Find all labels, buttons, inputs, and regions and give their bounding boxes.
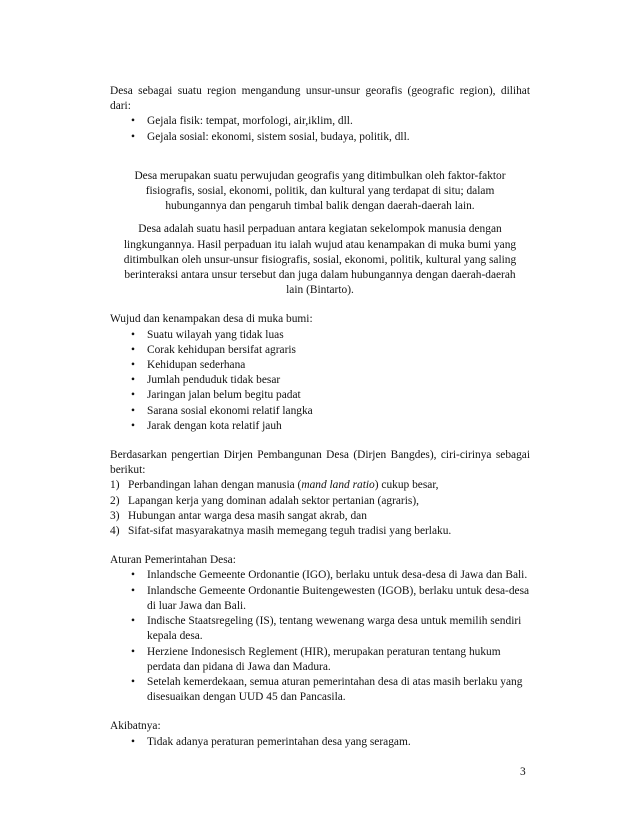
list-item: • Gejala sosial: ekonomi, sistem sosial, budaya, politik, dll. xyxy=(129,130,530,145)
list-item: • Gejala fisik: tempat, morfologi, air,iklim, dll. xyxy=(129,114,530,129)
wujud-heading: Wujud dan kenampakan desa di muka bumi: xyxy=(110,313,313,326)
document-page xyxy=(110,84,530,750)
list-number: 2) xyxy=(110,494,120,507)
ciri-list xyxy=(110,478,530,539)
list-item: 1) Perbandingan lahan dengan manusia (mand land ratio) cukup besar, xyxy=(110,478,530,493)
aturan-list xyxy=(110,568,530,705)
list-number: 1) xyxy=(110,479,120,492)
list-item: 3) Hubungan antar warga desa masih sangat akrab, dan xyxy=(110,509,530,524)
page-number: 3 xyxy=(520,766,526,778)
list-item: • Jarak dengan kota relatif jauh xyxy=(129,419,530,434)
list-number: 3) xyxy=(110,509,120,522)
list-item: • Indische Staatsregeling (IS), tentang wewenang warga desa untuk memilih sendiri kepala desa. xyxy=(129,614,530,644)
wujud-list xyxy=(110,328,530,434)
list-item: • Tidak adanya peraturan pemerintahan desa yang seragam. xyxy=(129,735,530,750)
list-item: • Jaringan jalan belum begitu padat xyxy=(129,388,530,403)
akibat-list xyxy=(110,735,530,750)
list-item: • Corak kehidupan bersifat agraris xyxy=(129,343,530,358)
list-item: • Sarana sosial ekonomi relatif langka xyxy=(129,404,530,419)
akibat-heading: Akibatnya: xyxy=(110,720,161,733)
list-item: • Suatu wilayah yang tidak luas xyxy=(129,328,530,343)
aturan-heading: Aturan Pemerintahan Desa: xyxy=(110,554,236,567)
list-item: 2) Lapangan kerja yang dominan adalah sektor pertanian (agraris), xyxy=(110,494,530,509)
list-number: 4) xyxy=(110,525,120,538)
intro-paragraph: Desa sebagai suatu region mengandung unsur-unsur georafis (geografic region), dilihat dari: xyxy=(110,85,530,113)
list-item: 4) Sifat-sifat masyarakatnya masih memegang teguh tradisi yang berlaku. xyxy=(110,524,530,539)
list-item: • Jumlah penduduk tidak besar xyxy=(129,373,530,388)
intro-list xyxy=(110,114,530,144)
list-item: • Herziene Indonesisch Reglement (HIR), merupakan peraturan tentang hukum perdata dan pidana di Jawa dan Madura. xyxy=(129,645,530,675)
list-item: • Kehidupan sederhana xyxy=(129,358,530,373)
list-item: • Inlandsche Gemeente Ordonantie Buitengewesten (IGOB), berlaku untuk desa-desa di luar Jawa dan Bali. xyxy=(129,584,530,614)
definition-quote-1: Desa merupakan suatu perwujudan geografis yang ditimbulkan oleh faktor-faktor fisiografis, sosial, ekonomi, politik, dan kultural yang terdapat di situ; dalam hubungannya dan pengaruh timbal balik dengan daerah-daerah lain. xyxy=(134,169,506,213)
list-item: • Setelah kemerdekaan, semua aturan pemerintahan desa di atas masih berlaku yang disesuaikan dengan UUD 45 dan Pancasila. xyxy=(129,675,530,705)
list-item: • Inlandsche Gemeente Ordonantie (IGO), berlaku untuk desa-desa di Jawa dan Bali. xyxy=(129,568,530,583)
ciri-paragraph: Berdasarkan pengertian Dirjen Pembangunan Desa (Dirjen Bangdes), ciri-cirinya sebagai berikut: xyxy=(110,449,530,477)
definition-quote-2: Desa adalah suatu hasil perpaduan antara kegiatan sekelompok manusia dengan lingkungannya. Hasil perpaduan itu ialah wujud atau kenampakan di muka bumi yang ditimbulkan oleh unsur-unsur fisiografis, sosial, ekonomi, politik, kultural yang saling berinteraksi antara unsur tersebut dan juga dalam hubungannya dengan daerah-daerah lain (Bintarto). xyxy=(123,223,517,297)
